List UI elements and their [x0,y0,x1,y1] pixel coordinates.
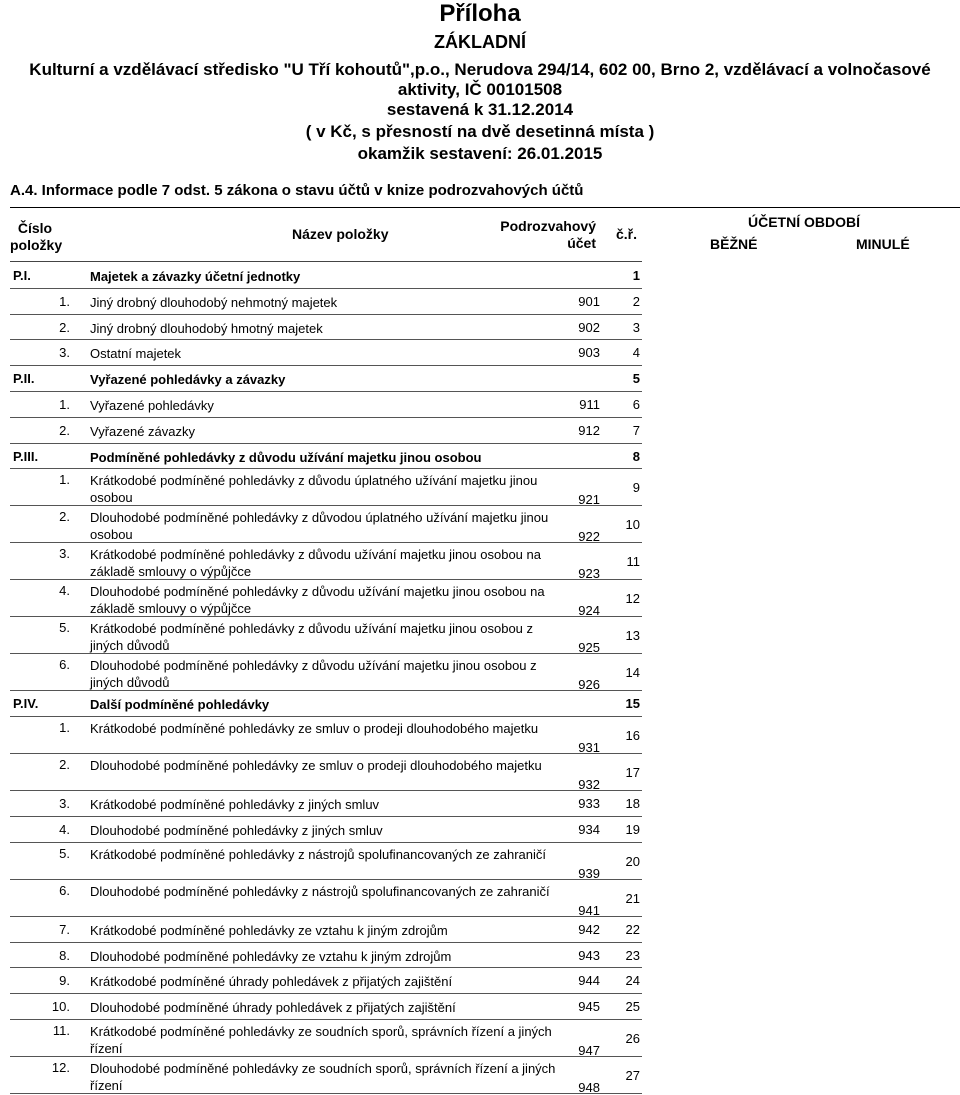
row-line-number: 13 [625,628,640,644]
row-number: 3. [59,345,70,361]
row-name: Dlouhodobé podmíněné pohledávky z jiných smluv [90,823,383,838]
row-account: 945 [578,999,600,1015]
report-type: ZÁKLADNÍ [434,32,526,52]
row-name: Dlouhodobé podmíněné pohledávky z důvodou úplatného užívání majetku jinou osobou [90,510,549,543]
row-line-number: 7 [632,422,640,438]
table-top-border [10,207,960,208]
row-line-number: 11 [626,554,640,570]
row-account: 902 [578,319,600,335]
row-account: 933 [578,796,600,812]
row-line-number: 10 [625,517,640,533]
column-header-number [10,220,63,254]
row-number: P.IV. [13,696,39,712]
row-line-number: 21 [625,890,640,906]
row-line-number: 8 [632,448,640,464]
row-number: P.II. [13,371,35,387]
row-number: P.I. [13,268,31,283]
row-name: Dlouhodobé podmíněné pohledávky z nástrojů spolufinancovaných ze zahraničí [90,883,550,899]
row-line-number: 24 [625,973,640,989]
row-name: Krátkodobé podmíněné pohledávky ze vztahu k jiným zdrojům [90,922,448,938]
row-name: Jiný drobný dlouhodobý hmotný majetek [90,320,323,336]
row-number: 1. [59,720,70,736]
row-account: 939 [578,865,600,881]
row-line-number: 20 [625,853,640,869]
table-row [10,917,642,943]
row-line-number: 4 [632,345,640,361]
compilation-moment: okamžik sestavení: 26.01.2015 [357,144,603,163]
row-account: 911 [579,397,600,412]
row-line-number: 1 [632,268,640,283]
row-account: 931 [578,740,600,756]
column-header-name: Název položky [292,226,389,242]
table-row [10,994,642,1020]
row-name: Dlouhodobé podmíněné pohledávky ze soudních sporů, správních řízení a jiných řízení [90,1061,556,1093]
row-name: Podmíněné pohledávky z důvodu užívání majetku jinou osobou [90,449,482,465]
column-header-account-line1: Podrozvahový [500,218,596,234]
row-name: Další podmíněné pohledávky [90,697,270,713]
table-row [10,943,642,969]
row-number: P.III. [13,448,39,464]
row-name: Dlouhodobé podmíněné úhrady pohledávek z přijatých zajištění [90,1000,456,1016]
table-row [10,617,642,654]
row-name: Ostatní majetek [90,346,182,362]
table-row [10,340,642,366]
row-account: 947 [578,1043,600,1058]
table-section-row [10,444,642,470]
row-name: Krátkodobé podmíněné pohledávky ze soudních sporů, správních řízení a jiných řízení [90,1024,552,1056]
column-header-account-line2: účet [567,235,596,251]
table-row [10,418,642,444]
table-row [10,880,642,917]
table-row [10,392,642,418]
row-name: Krátkodobé podmíněné pohledávky z nástrojů spolufinancovaných ze zahraničí [90,846,547,862]
column-header-account [480,218,596,252]
column-header-number-line1: Číslo [17,220,53,236]
table-row [10,1020,642,1057]
row-number: 5. [59,620,70,636]
column-header-previous: MINULÉ [856,236,910,252]
row-name: Majetek a závazky účetní jednotky [90,269,301,284]
row-account: 925 [578,640,600,656]
table-row [10,289,642,315]
row-account: 903 [578,345,600,361]
table-row [10,469,642,506]
row-line-number: 3 [632,319,640,335]
row-line-number: 27 [625,1068,640,1083]
table-header [10,210,960,260]
row-account: 934 [578,822,600,837]
row-number: 1. [59,293,70,309]
row-number: 3. [59,796,70,812]
row-number: 1. [59,472,70,488]
table-row [10,654,642,691]
row-name: Dlouhodobé podmíněné pohledávky ze smluv o prodeji dlouhodobého majetku [90,758,542,774]
compiled-date: sestavená k 31.12.2014 [386,100,574,119]
column-header-row-number: č.ř. [616,226,638,242]
row-line-number: 25 [625,999,640,1015]
row-account: 948 [578,1080,600,1095]
row-number: 2. [59,422,70,438]
section-title: A.4. Informace podle 7 odst. 5 zákona o stavu účtů v knize podrozvahových účtů [10,182,584,199]
row-number: 2. [59,319,70,335]
table-row [10,843,642,880]
row-line-number: 6 [632,397,640,412]
row-account: 932 [578,777,600,793]
units-note: ( v Kč, s přesností na dvě desetinná místa ) [305,122,655,141]
row-account: 923 [578,566,600,582]
row-line-number: 9 [632,480,640,496]
table-row [10,817,642,843]
column-header-period: ÚČETNÍ OBDOBÍ [748,214,860,230]
row-line-number: 18 [625,796,640,812]
row-account: 926 [578,677,600,693]
table-row [10,754,642,791]
row-name: Krátkodobé podmíněné pohledávky z důvodu užívání majetku jinou osobou z jiných důvodů [90,621,534,654]
row-line-number: 12 [625,591,640,607]
table-row [10,506,642,543]
row-account: 944 [578,973,600,989]
row-number: 7. [59,921,70,937]
row-line-number: 2 [632,293,640,309]
organization-line-2: aktivity, IČ 00101508 [397,80,563,99]
row-account: 912 [578,422,600,438]
row-line-number: 19 [625,822,640,837]
row-account: 942 [578,921,600,937]
row-name: Krátkodobé podmíněné pohledávky z jiných smluv [90,797,380,813]
row-name: Krátkodobé podmíněné pohledávky ze smluv o prodeji dlouhodobého majetku [90,721,539,737]
row-line-number: 5 [632,371,640,387]
table-section-row [10,691,642,717]
row-number: 2. [59,509,70,525]
row-name: Krátkodobé podmíněné úhrady pohledávek z přijatých zajištění [90,974,453,990]
row-account: 941 [578,902,600,918]
row-name: Krátkodobé podmíněné pohledávky z důvodu užívání majetku jinou osobou na základě smlouvy o výpůjčce [90,547,541,580]
row-number: 8. [59,947,70,963]
row-number: 6. [59,657,70,673]
row-line-number: 14 [625,665,640,681]
organization-line-1: Kulturní a vzdělávací středisko "U Tří kohoutů",p.o., Nerudova 294/14, 602 00, Brno 2, vzdělávací a volnočasové [29,60,931,79]
page-title: Příloha [439,0,521,27]
row-line-number: 26 [625,1031,640,1046]
table-row [10,1057,642,1094]
row-line-number: 15 [625,696,640,712]
row-line-number: 17 [625,765,640,781]
row-account: 924 [578,603,600,619]
row-line-number: 16 [625,728,640,744]
table-row [10,543,642,580]
row-number: 12. [51,1060,70,1075]
row-name: Vyřazené pohledávky a závazky [90,372,286,388]
row-account: 943 [578,947,600,963]
table-row [10,580,642,617]
row-line-number: 22 [625,921,640,937]
column-header-number-line2: položky [10,237,63,253]
table-header-divider [10,261,642,262]
row-account: 901 [578,293,600,309]
row-account: 921 [578,492,600,508]
row-number: 2. [59,757,70,773]
row-name: Dlouhodobé podmíněné pohledávky ze vztahu k jiným zdrojům [90,948,452,964]
row-number: 6. [59,882,70,898]
row-number: 9. [59,973,70,989]
row-name: Dlouhodobé podmíněné pohledávky z důvodu užívání majetku jinou osobou z jiných důvodů [90,658,537,691]
row-number: 10. [51,999,70,1015]
row-number: 11. [52,1023,70,1038]
row-name: Vyřazené závazky [90,423,196,439]
table-row [10,717,642,754]
row-name: Vyřazené pohledávky [90,398,214,413]
column-header-current: BĚŽNÉ [710,236,758,252]
table-row [10,791,642,817]
row-number: 5. [59,845,70,861]
row-name: Jiný drobný dlouhodobý nehmotný majetek [90,294,338,310]
row-number: 4. [59,583,70,599]
row-account: 922 [578,529,600,545]
table-section-row [10,263,642,289]
table-section-row [10,366,642,392]
row-number: 1. [59,397,70,412]
row-line-number: 23 [625,947,640,963]
row-name: Dlouhodobé podmíněné pohledávky z důvodu užívání majetku jinou osobou na základě smlouvy o výpůjčce [90,584,545,617]
row-name: Krátkodobé podmíněné pohledávky z důvodu úplatného užívání majetku jinou osobou [90,473,538,506]
table-row [10,315,642,341]
row-number: 4. [59,822,70,837]
table-row [10,968,642,994]
row-number: 3. [59,546,70,562]
